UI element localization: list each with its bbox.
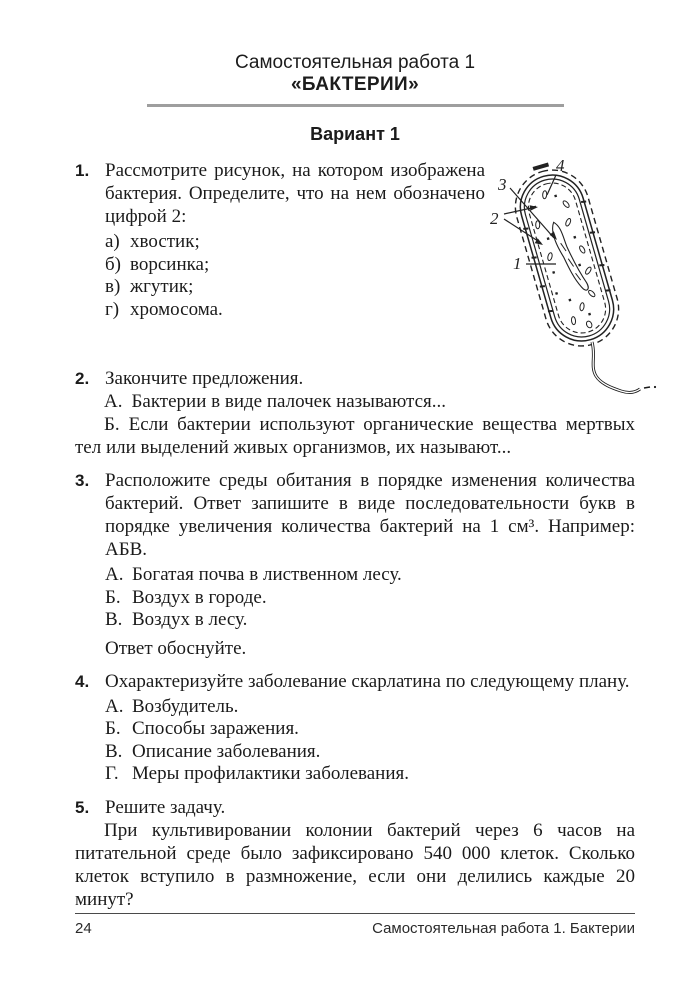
question-4-text: Охарактеризуйте заболевание скарлатина по следующему плану. [105, 670, 630, 692]
bacterium-cell [505, 156, 627, 354]
option-letter: Г. [105, 763, 119, 784]
answer-option [105, 609, 635, 632]
option-letter: А. [105, 564, 124, 585]
option-letter: б) [105, 253, 121, 275]
page-number: 24 [75, 920, 92, 937]
option-letter: Б. [105, 586, 121, 608]
option-letter: а) [105, 231, 120, 252]
option-letter: в) [105, 276, 121, 297]
figure-label-2: 2 [490, 209, 499, 228]
sentence-paragraph-b [75, 413, 635, 459]
question-5-task: При культивировании колонии бактерий через 6 часов на питательной среде было зафиксировано 540 000 клеток. Сколько клеток вступило в размножение, если они делились каждые 20 минут? [75, 819, 635, 910]
question-5 [75, 796, 635, 911]
option-letter: А. [105, 695, 124, 717]
document-title [75, 52, 635, 96]
title-line-1: Самостоятельная работа 1 [234, 52, 476, 73]
paragraph-letter: А. [104, 391, 123, 412]
figure-label-3: 3 [498, 175, 507, 194]
flagellum-tail-dot [654, 386, 656, 388]
running-title: Самостоятельная работа 1. Бактерии [372, 920, 635, 937]
question-3-options [105, 564, 635, 632]
option-text: хромосома. [130, 298, 223, 320]
option-text: Описание заболевания. [132, 740, 321, 762]
option-letter: В. [105, 609, 123, 630]
label-3-arrowhead [550, 231, 557, 240]
wall-ticks [521, 201, 613, 313]
option-letter: В. [105, 740, 123, 762]
paragraph-text: Если бактерии используют органические вещества мертвых тел или выделений живых организмов, их называют... [75, 414, 635, 458]
answer-option [105, 587, 635, 610]
nucleoid [550, 218, 589, 295]
figure-callouts [504, 175, 557, 264]
title-divider [147, 104, 564, 107]
question-3-note: Ответ обоснуйте. [105, 637, 247, 659]
paragraph-letter: Б. [104, 414, 120, 435]
option-text: Возбудитель. [132, 695, 239, 717]
option-letter: г) [105, 298, 120, 320]
question-4-options [105, 696, 635, 786]
option-text: Меры профилактики заболевания. [132, 763, 410, 784]
question-3-number: 3. [75, 471, 90, 490]
variant-heading: Вариант 1 [310, 124, 400, 144]
bacterium-figure [480, 148, 670, 403]
answer-option [105, 741, 635, 764]
option-text: жгутик; [130, 276, 194, 297]
question-3 [75, 469, 635, 660]
title-line-2: «БАКТЕРИИ» [290, 74, 420, 95]
option-text: Воздух в городе. [132, 586, 267, 608]
question-4 [75, 670, 635, 786]
question-4-number: 4. [75, 671, 90, 691]
question-2-number: 2. [75, 369, 90, 388]
option-text: Способы заражения. [132, 718, 299, 739]
flagellum [592, 342, 656, 392]
question-1-number: 1. [75, 161, 90, 180]
figure-label-4: 4 [556, 156, 565, 175]
figure-label-1: 1 [513, 254, 522, 273]
question-3-text: Расположите среды обитания в порядке изменения количества бактерий. Ответ запишите в виде последовательности букв в порядке увеличения количества бактерий на 1 см³. Например: АБВ. [105, 470, 635, 560]
label-3-line [510, 188, 554, 238]
capsule-thick-dash [533, 164, 548, 168]
answer-option [105, 718, 635, 741]
nucleoid-strands [561, 241, 581, 283]
paragraph-text: Бактерии в виде палочек называются... [131, 391, 446, 412]
question-2-text: Закончите предложения. [105, 368, 304, 389]
question-5-number: 5. [75, 797, 90, 817]
answer-option [105, 696, 635, 719]
option-text: хвостик; [130, 231, 200, 252]
option-text: Воздух в лесу. [132, 609, 248, 630]
answer-option [105, 763, 635, 786]
label-2-arrowhead-upper [530, 205, 538, 211]
answer-option [105, 564, 635, 587]
option-letter: Б. [105, 718, 121, 739]
flagellum-tail-dash [644, 387, 650, 388]
page-footer [75, 913, 635, 937]
option-text: Богатая почва в лиственном лесу. [132, 564, 402, 585]
option-text: ворсинка; [130, 253, 210, 275]
question-5-text: Решите задачу. [105, 796, 226, 818]
question-1-text: Рассмотрите рисунок, на котором изображена бактерия. Определите, что на нем обозначено цифрой 2: [105, 160, 485, 227]
label-4-line [547, 175, 556, 195]
